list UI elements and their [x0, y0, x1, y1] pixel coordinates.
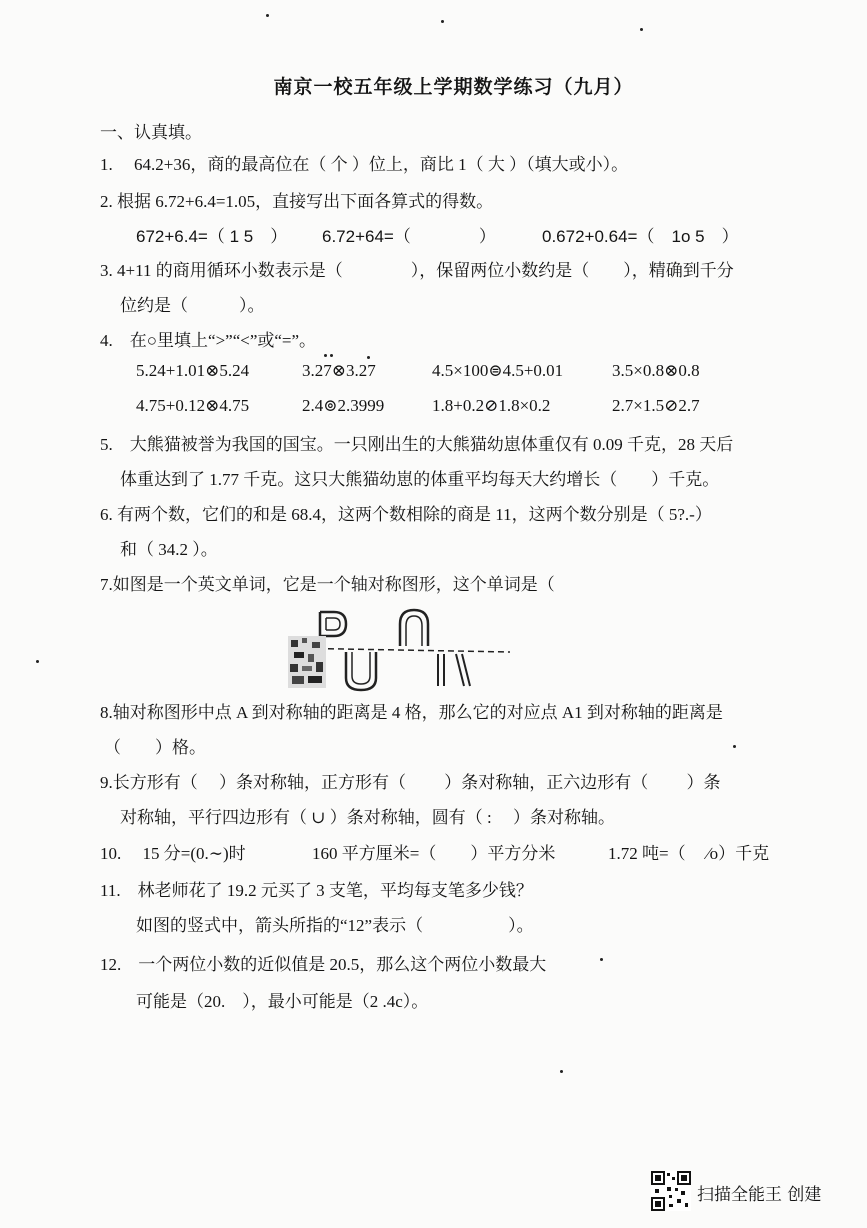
question-11-line-2: 如图的竖式中，箭头所指的“12”表示（ ）。 [136, 916, 534, 935]
question-6-line-2: 和（ 34.2 ）。 [120, 540, 218, 559]
question-10-item-c: 1.72 吨=（ ∕o）千克 [608, 844, 770, 863]
question-1: 1. 64.2+36，商的最高位在（ 个 ）位上，商比 1（ 大 ）（填大或小）。 [100, 155, 629, 174]
question-2-item-c: 0.672+0.64=（ 1o 5 ） [542, 227, 739, 246]
question-8-line-1: 8.轴对称图形中点 A 到对称轴的距离是 4 格，那么它的对应点 A1 到对称轴的距离是 [100, 703, 723, 722]
compare-item: 3.27⊗3.27 [302, 361, 376, 380]
question-5-line-1: 5. 大熊猫被誉为我国的国宝。一只刚出生的大熊猫幼崽体重仅有 0.09 千克，28 天后 [100, 435, 734, 454]
footer-watermark: 扫描全能王 创建 [697, 1185, 822, 1205]
question-8-line-2: （ ）格。 [104, 738, 206, 757]
question-3-line-1: 3. 4+11 的商用循环小数表示是（ ），保留两位小数约是（ ），精确到千分 [100, 261, 734, 280]
compare-item: 1.8+0.2⊘1.8×0.2 [432, 396, 551, 415]
compare-item: 5.24+1.01⊗5.24 [136, 361, 250, 380]
compare-item: 4.5×100⊜4.5+0.01 [432, 361, 564, 380]
qr-code-icon [651, 1171, 691, 1211]
page-title: 南京一校五年级上学期数学练习（九月） [273, 77, 634, 98]
question-2-item-b: 6.72+64=（ ） [322, 227, 496, 246]
question-10-item-a: 10. 15 分=(0.∼)时 [100, 844, 246, 863]
question-7: 7.如图是一个英文单词，它是一个轴对称图形，这个单词是（ [100, 575, 555, 594]
question-12-line-2: 可能是（20. ），最小可能是（2 .4c）。 [136, 992, 429, 1011]
compare-item: 3.5×0.8⊗0.8 [612, 361, 700, 380]
compare-item: 4.75+0.12⊗4.75 [136, 396, 250, 415]
question-6-line-1: 6. 有两个数，它们的和是 68.4，这两个数相除的商是 11，这两个数分别是（ 5?.-） [100, 505, 712, 524]
question-9-line-1: 9.长方形有（ ）条对称轴，正方形有（ ）条对称轴，正六边形有（ ）条 [100, 773, 721, 792]
question-2-item-a: 672+6.4=（ 1 5 ） [136, 227, 288, 246]
question-5-line-2: 体重达到了 1.77 千克。这只大熊猫幼崽的体重平均每天大约增长（ ）千克。 [120, 470, 720, 489]
question-11-line-1: 11. 林老师花了 19.2 元买了 3 支笔，平均每支笔多少钱？ [100, 881, 533, 900]
section-heading: 一、认真填。 [100, 123, 202, 142]
question-9-line-2: 对称轴，平行四边形有（ ∪ ）条对称轴，圆有（ : ）条对称轴。 [120, 808, 615, 827]
question-4: 4. 在○里填上“>”“<”或“=”。 [100, 331, 317, 350]
scan-noise-image [288, 636, 326, 688]
question-3-line-2: 位约是（ ）。 [120, 296, 265, 315]
compare-item: 2.7×1.5⊘2.7 [612, 396, 700, 415]
question-10-item-b: 160 平方厘米=（ ）平方分米 [312, 844, 556, 863]
question-2: 2. 根据 6.72+6.4=1.05，直接写出下面各算式的得数。 [100, 192, 494, 211]
question-12-line-1: 12. 一个两位小数的近似值是 20.5，那么这个两位小数最大 [100, 955, 547, 974]
compare-item: 2.4⊚2.3999 [302, 396, 385, 415]
